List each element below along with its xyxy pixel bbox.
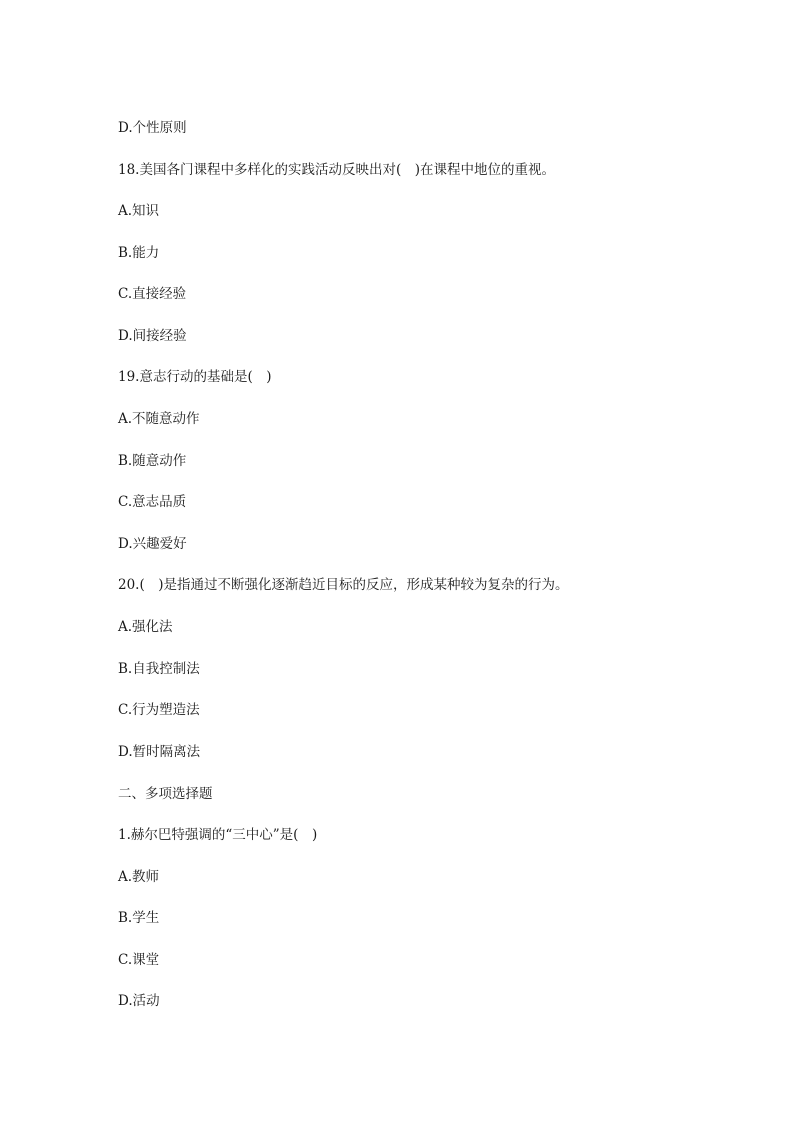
multi-question-1: 1.赫尔巴特强调的“三中心”是( ) [118,827,318,843]
option-20-b: B.自我控制法 [118,661,200,677]
option-20-c: C.行为塑造法 [118,702,200,718]
option-18-a: A.知识 [118,203,160,219]
section-heading-multiple-choice: 二、多项选择题 [118,786,213,802]
option-18-c: C.直接经验 [118,286,187,302]
option-18-d: D.间接经验 [118,328,187,344]
option-19-c: C.意志品质 [118,494,187,510]
option-20-d: D.暂时隔离法 [118,744,201,760]
question-19: 19.意志行动的基础是( ) [118,369,272,385]
question-20: 20.( )是指通过不断强化逐渐趋近目标的反应，形成某种较为复杂的行为。 [118,577,569,593]
multi-option-1-d: D.活动 [118,993,160,1009]
option-17-d: D.个性原则 [118,120,187,136]
multi-option-1-c: C.课堂 [118,952,160,968]
option-19-d: D.兴趣爱好 [118,536,187,552]
question-18: 18.美国各门课程中多样化的实践活动反映出对( )在课程中地位的重视。 [118,162,556,178]
option-18-b: B.能力 [118,245,160,261]
option-19-a: A.不随意动作 [118,411,200,427]
multi-option-1-a: A.教师 [118,869,160,885]
multi-option-1-b: B.学生 [118,910,160,926]
option-20-a: A.强化法 [118,619,173,635]
option-19-b: B.随意动作 [118,453,187,469]
